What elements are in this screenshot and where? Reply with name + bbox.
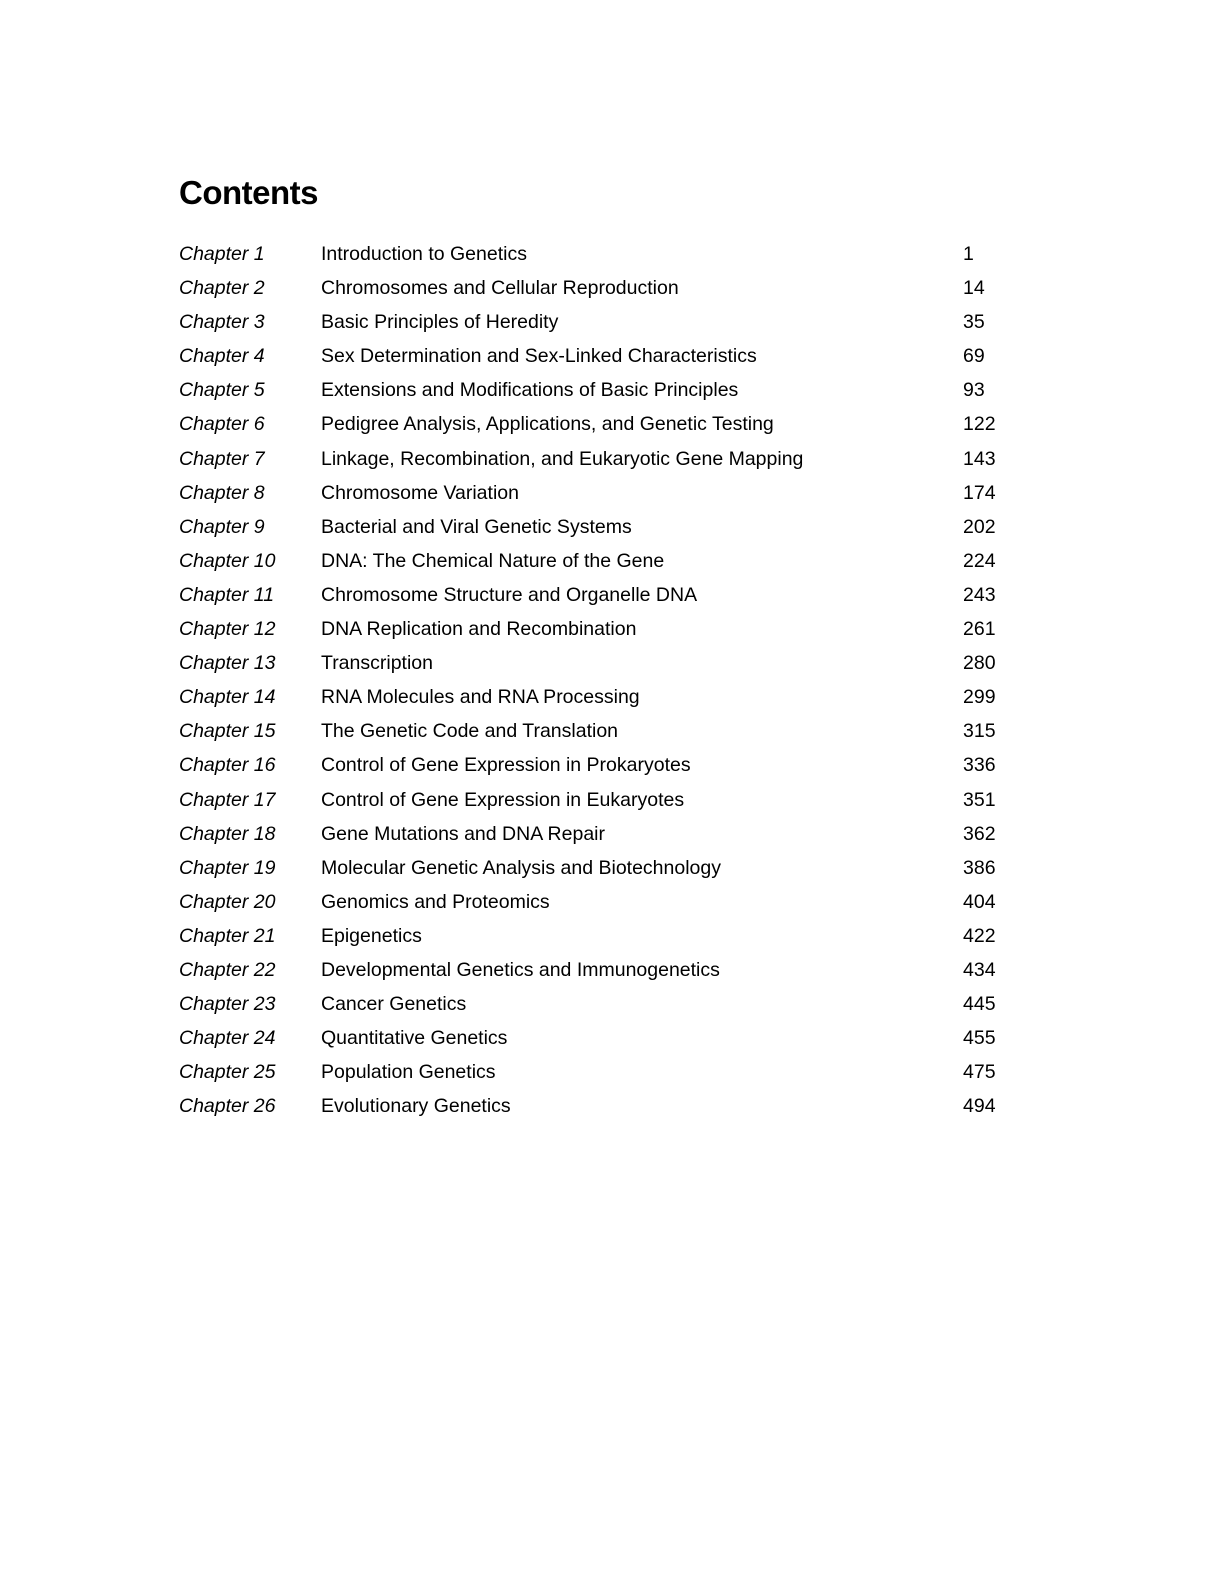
chapter-label: Chapter 21 — [179, 924, 276, 947]
chapter-label: Chapter 5 — [179, 379, 265, 402]
chapter-label: Chapter 15 — [179, 720, 276, 743]
page-title: Contents — [179, 174, 318, 211]
chapter-label: Chapter 6 — [179, 413, 265, 436]
chapter-title: Extensions and Modifications of Basic Principles — [321, 379, 739, 402]
page-number: 202 — [963, 515, 996, 538]
page-number: 299 — [963, 686, 996, 709]
page-number: 224 — [963, 549, 996, 572]
chapter-title: Bacterial and Viral Genetic Systems — [321, 515, 632, 538]
chapter-title: Quantitative Genetics — [321, 1027, 508, 1050]
chapter-title: Chromosome Variation — [321, 481, 519, 504]
toc-row[interactable] — [179, 817, 1019, 851]
chapter-label: Chapter 9 — [179, 515, 265, 538]
page-number: 386 — [963, 856, 996, 879]
page-number: 280 — [963, 652, 996, 675]
chapter-label: Chapter 4 — [179, 345, 265, 368]
chapter-label: Chapter 18 — [179, 822, 276, 845]
chapter-title: Transcription — [321, 652, 433, 675]
chapter-title: Linkage, Recombination, and Eukaryotic Gene Mapping — [321, 447, 804, 470]
chapter-label: Chapter 1 — [179, 243, 265, 265]
page-number: 93 — [963, 379, 985, 402]
page-number: 122 — [963, 413, 996, 436]
toc-row[interactable] — [179, 680, 1019, 714]
chapter-label: Chapter 13 — [179, 652, 276, 675]
chapter-label: Chapter 12 — [179, 618, 276, 641]
page-number: 494 — [963, 1095, 996, 1118]
chapter-title: RNA Molecules and RNA Processing — [321, 686, 640, 709]
toc-row[interactable] — [179, 851, 1019, 885]
chapter-label: Chapter 10 — [179, 549, 276, 572]
page-number: 336 — [963, 754, 996, 777]
chapter-title: Control of Gene Expression in Prokaryotes — [321, 754, 691, 777]
page-number: 69 — [963, 345, 985, 368]
toc-row[interactable] — [179, 783, 1019, 817]
chapter-label: Chapter 11 — [179, 583, 275, 606]
chapter-title: Gene Mutations and DNA Repair — [321, 822, 605, 845]
page-number: 174 — [963, 481, 996, 504]
toc-row[interactable] — [179, 953, 1019, 987]
toc-row[interactable] — [179, 1089, 1019, 1123]
chapter-label: Chapter 25 — [179, 1061, 276, 1084]
toc-row[interactable] — [179, 271, 1019, 305]
toc-row[interactable] — [179, 578, 1019, 612]
page-number: 445 — [963, 993, 996, 1016]
chapter-title: Genomics and Proteomics — [321, 890, 550, 913]
chapter-title: Cancer Genetics — [321, 993, 467, 1016]
toc-row[interactable] — [179, 373, 1019, 407]
chapter-title: Control of Gene Expression in Eukaryotes — [321, 788, 685, 811]
page-number: 475 — [963, 1061, 996, 1084]
chapter-label: Chapter 2 — [179, 277, 265, 300]
page-number: 143 — [963, 447, 996, 470]
page-number: 404 — [963, 890, 996, 913]
chapter-title: Pedigree Analysis, Applications, and Genetic Testing — [321, 413, 774, 436]
page-number: 315 — [963, 720, 996, 743]
chapter-title: Developmental Genetics and Immunogenetics — [321, 958, 720, 981]
toc-row[interactable] — [179, 646, 1019, 680]
chapter-title: Sex Determination and Sex-Linked Characteristics — [321, 345, 757, 368]
page-number: 14 — [963, 277, 985, 300]
page-number: 243 — [963, 583, 996, 606]
chapter-label: Chapter 14 — [179, 686, 276, 709]
chapter-label: Chapter 22 — [179, 958, 276, 981]
table-of-contents — [179, 237, 1019, 1123]
toc-row[interactable] — [179, 476, 1019, 510]
chapter-title: Population Genetics — [321, 1061, 496, 1084]
toc-row[interactable] — [179, 305, 1019, 339]
toc-row[interactable] — [179, 442, 1019, 476]
chapter-title: DNA Replication and Recombination — [321, 618, 637, 641]
chapter-title: Chromosomes and Cellular Reproduction — [321, 277, 679, 300]
chapter-label: Chapter 17 — [179, 788, 276, 811]
toc-row[interactable] — [179, 987, 1019, 1021]
chapter-label: Chapter 24 — [179, 1027, 276, 1050]
chapter-title: Basic Principles of Heredity — [321, 311, 559, 334]
toc-row[interactable] — [179, 237, 1019, 271]
toc-row[interactable] — [179, 612, 1019, 646]
chapter-label: Chapter 8 — [179, 481, 265, 504]
page-number: 455 — [963, 1027, 996, 1050]
chapter-title: Chromosome Structure and Organelle DNA — [321, 583, 698, 606]
page-number: 35 — [963, 311, 985, 334]
toc-row[interactable] — [179, 339, 1019, 373]
page-number: 351 — [963, 788, 996, 811]
chapter-label: Chapter 23 — [179, 993, 276, 1016]
chapter-label: Chapter 26 — [179, 1095, 276, 1118]
chapter-title: Evolutionary Genetics — [321, 1095, 511, 1118]
chapter-title: The Genetic Code and Translation — [321, 720, 619, 743]
chapter-label: Chapter 20 — [179, 890, 276, 913]
chapter-title: DNA: The Chemical Nature of the Gene — [321, 549, 665, 572]
toc-row[interactable] — [179, 919, 1019, 953]
toc-row[interactable] — [179, 1021, 1019, 1055]
page-number: 434 — [963, 958, 996, 981]
toc-row[interactable] — [179, 885, 1019, 919]
toc-row[interactable] — [179, 1055, 1019, 1089]
chapter-label: Chapter 3 — [179, 311, 265, 334]
page-number: 1 — [963, 243, 974, 265]
toc-row[interactable] — [179, 544, 1019, 578]
page-number: 362 — [963, 822, 996, 845]
toc-row[interactable] — [179, 714, 1019, 748]
toc-row[interactable] — [179, 510, 1019, 544]
chapter-label: Chapter 19 — [179, 856, 276, 879]
page-number: 261 — [963, 618, 996, 641]
chapter-title: Epigenetics — [321, 924, 422, 947]
toc-row[interactable] — [179, 748, 1019, 782]
chapter-label: Chapter 16 — [179, 754, 276, 777]
chapter-title: Introduction to Genetics — [321, 243, 527, 265]
chapter-label: Chapter 7 — [179, 447, 265, 470]
toc-row[interactable] — [179, 407, 1019, 441]
chapter-title: Molecular Genetic Analysis and Biotechnology — [321, 856, 721, 879]
page-number: 422 — [963, 924, 996, 947]
